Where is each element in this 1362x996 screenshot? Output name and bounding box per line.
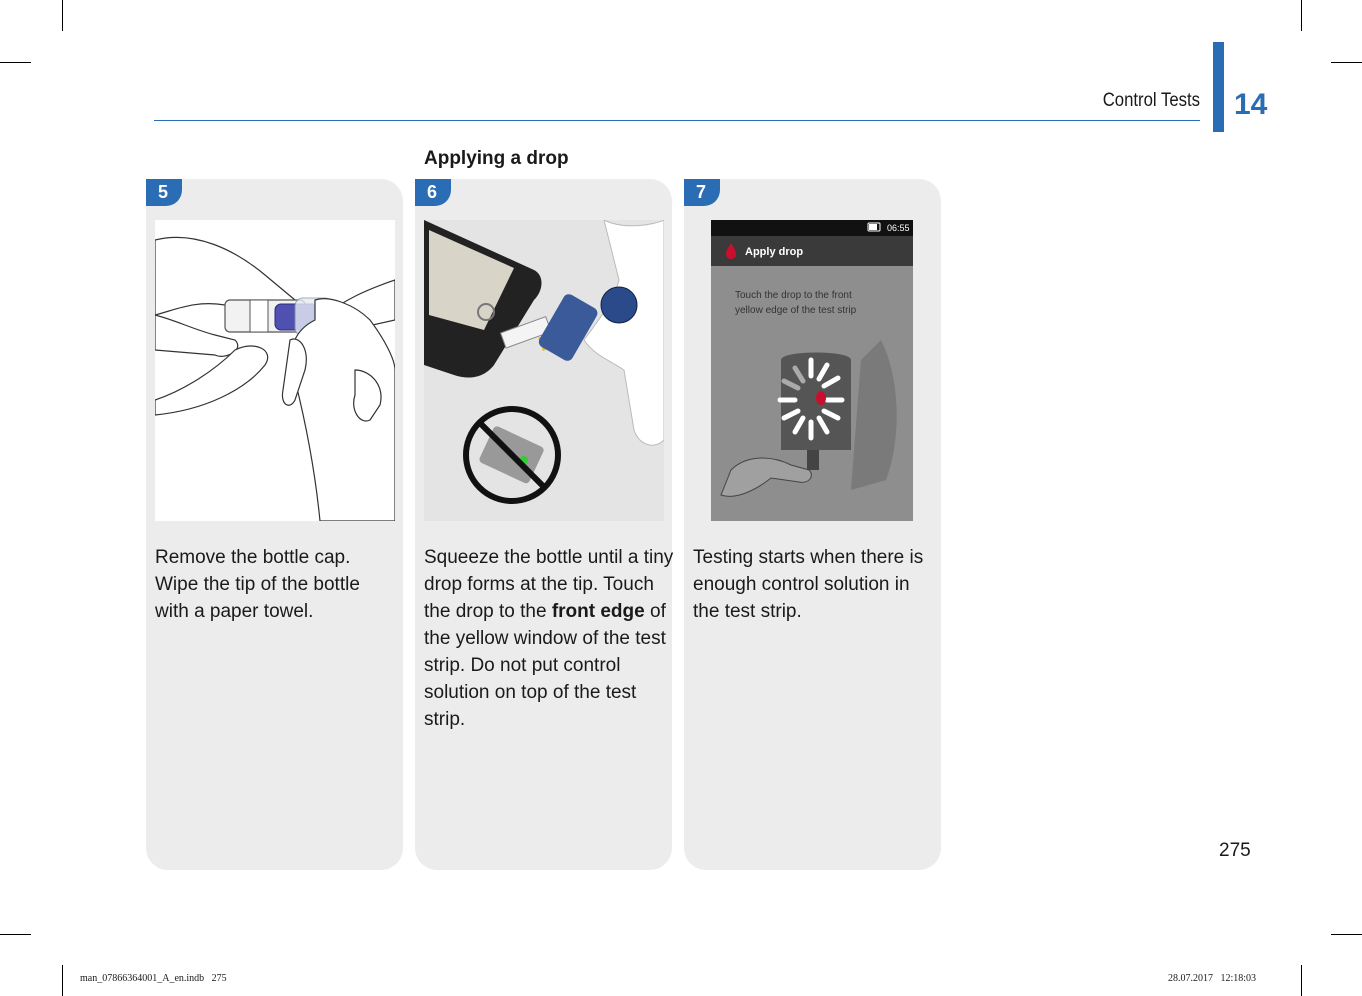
chapter-number: 14 xyxy=(1234,88,1268,121)
meter-screen-image xyxy=(711,220,913,521)
section-heading: Applying a drop xyxy=(424,148,569,169)
crop-mark xyxy=(62,965,63,996)
crop-mark xyxy=(0,934,31,935)
step-6-text: Squeeze the bottle until a tiny drop forms at the tip. Touch the drop to the xyxy=(424,547,674,622)
footer-timestamp: 28.07.2017 12:18:03 xyxy=(1168,973,1257,984)
step-7-description: Testing starts when there is enough control solution in the test strip. xyxy=(693,547,924,622)
header-section-title: Control Tests xyxy=(1102,90,1200,111)
step-badge-5: 5 xyxy=(146,179,182,206)
header-rule xyxy=(154,120,1200,121)
crop-mark xyxy=(1331,934,1362,935)
crop-mark xyxy=(62,0,63,31)
crop-mark xyxy=(1301,965,1302,996)
screen-instruction-1: Touch the drop to the front xyxy=(735,290,852,301)
chapter-bar xyxy=(1213,42,1224,132)
step-badge-6: 6 xyxy=(415,179,451,206)
page-number: 275 xyxy=(1219,840,1251,861)
screen-instruction-2: yellow edge of the test strip xyxy=(735,305,857,316)
step-6-description xyxy=(424,544,674,733)
screen-time: 06:55 xyxy=(887,223,910,233)
screen-title: Apply drop xyxy=(745,246,804,258)
crop-mark xyxy=(0,62,31,63)
hand-removing-cap-image xyxy=(155,220,395,521)
applying-drop-image xyxy=(424,220,664,521)
step-5-description: Remove the bottle cap. Wipe the tip of the bottle with a paper towel. xyxy=(155,547,360,622)
step-badge-7: 7 xyxy=(684,179,720,206)
crop-mark xyxy=(1331,62,1362,63)
step-6-text-end: of the yellow window of the test strip. Do not put control solution on top of the test strip. xyxy=(424,601,666,730)
footer-file-name: man_07866364001_A_en.indb 275 xyxy=(80,973,227,984)
step-6-emphasis: front edge xyxy=(551,601,645,622)
crop-mark xyxy=(1301,0,1302,31)
